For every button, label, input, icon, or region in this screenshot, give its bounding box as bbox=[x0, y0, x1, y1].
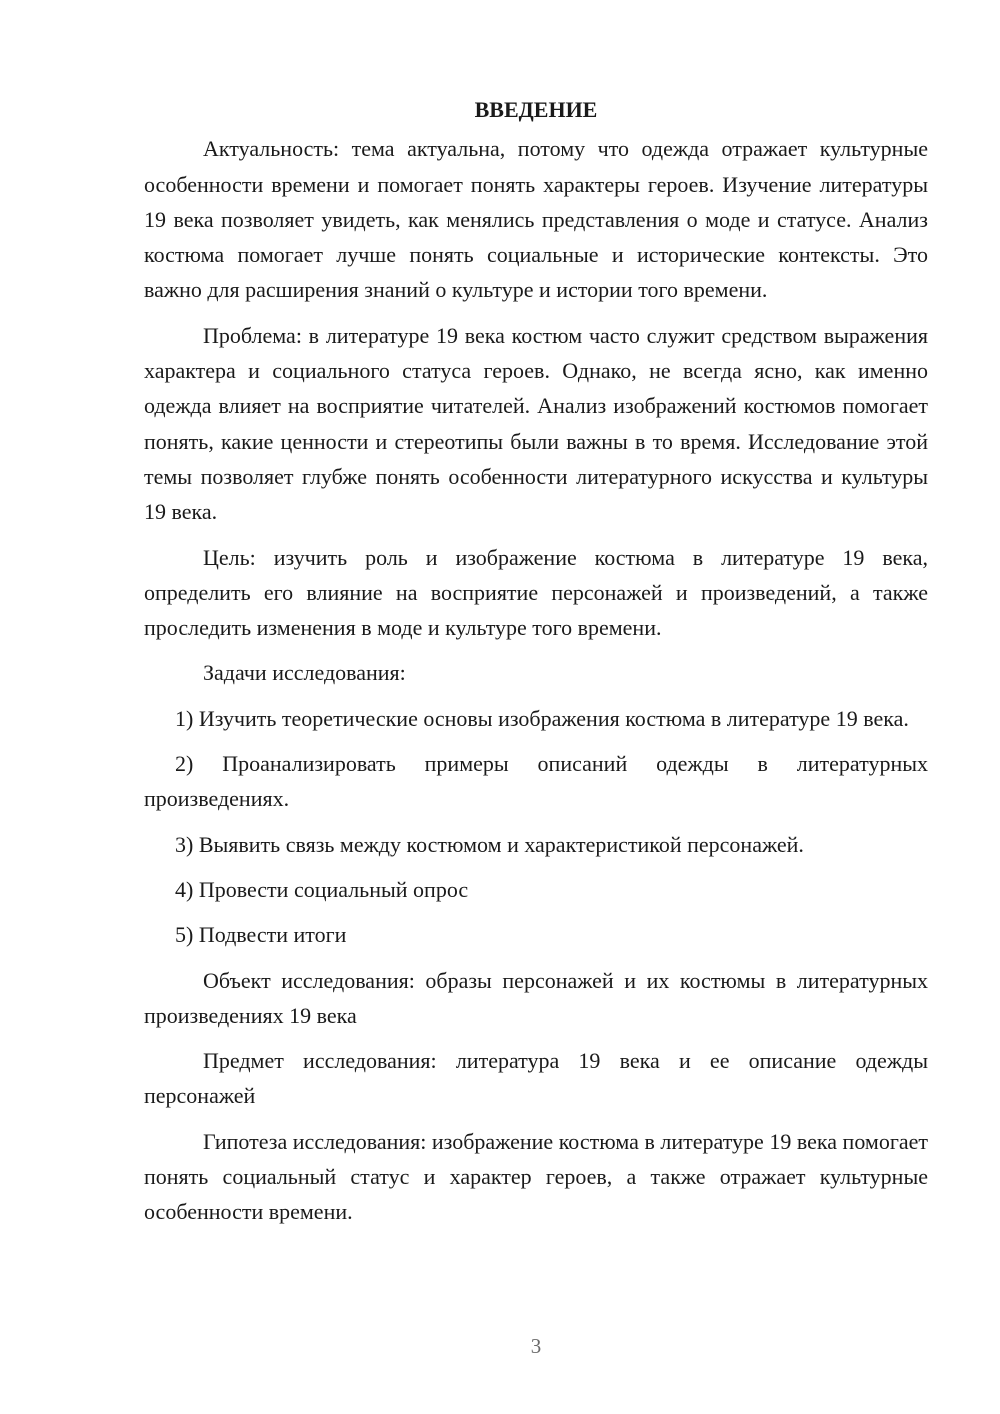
page-number: 3 bbox=[530, 1334, 542, 1358]
paragraph-subject: Предмет исследования: литература 19 века и ее описание одежды персонажей bbox=[144, 1048, 928, 1109]
paragraph-tasks-heading: Задачи исследования: bbox=[203, 660, 406, 686]
task-item-4: 4) Провести социальный опрос bbox=[175, 876, 469, 902]
task-item-2: 2) Проанализировать примеры описаний одежды в литературных произведениях. bbox=[144, 751, 928, 812]
paragraph-goal: Цель: изучить роль и изображение костюма в литературе 19 века, определить его влияние на восприятие персонажей и произведений, а также проследить изменения в моде и культуре того времени. bbox=[144, 544, 928, 641]
document-page bbox=[144, 92, 928, 1230]
task-item-5: 5) Подвести итоги bbox=[175, 922, 347, 948]
paragraph-problem: Проблема: в литературе 19 века костюм часто служит средством выражения характера и социального статуса героев. Однако, не всегда ясно, как именно одежда влияет на восприятие читателей. Анализ изображений костюмов помогает понять, какие ценности и стереотипы были важны в то время. Исследование этой темы позволяет глубже понять особенности литературного искусства и культуры 19 века. bbox=[144, 322, 928, 525]
paragraph-object: Объект исследования: образы персонажей и их костюмы в литературных произведениях 19 века bbox=[144, 967, 928, 1028]
task-item-3: 3) Выявить связь между костюмом и характеристикой персонажей. bbox=[175, 831, 804, 857]
paragraph-hypothesis: Гипотеза исследования: изображение костюма в литературе 19 века помогает понять социальный статус и характер героев, а также отражает культурные особенности времени. bbox=[144, 1128, 928, 1225]
page-title: ВВЕДЕНИЕ bbox=[474, 97, 598, 122]
paragraph-relevance: Актуальность: тема актуальна, потому что одежда отражает культурные особенности времени и помогает понять характеры героев. Изучение литературы 19 века позволяет увидеть, как менялись представления о моде и статусе. Анализ костюма помогает лучше понять социальные и исторические контексты. Это важно для расширения знаний о культуре и истории того времени. bbox=[144, 136, 928, 303]
task-item-1: 1) Изучить теоретические основы изображения костюма в литературе 19 века. bbox=[175, 705, 909, 731]
